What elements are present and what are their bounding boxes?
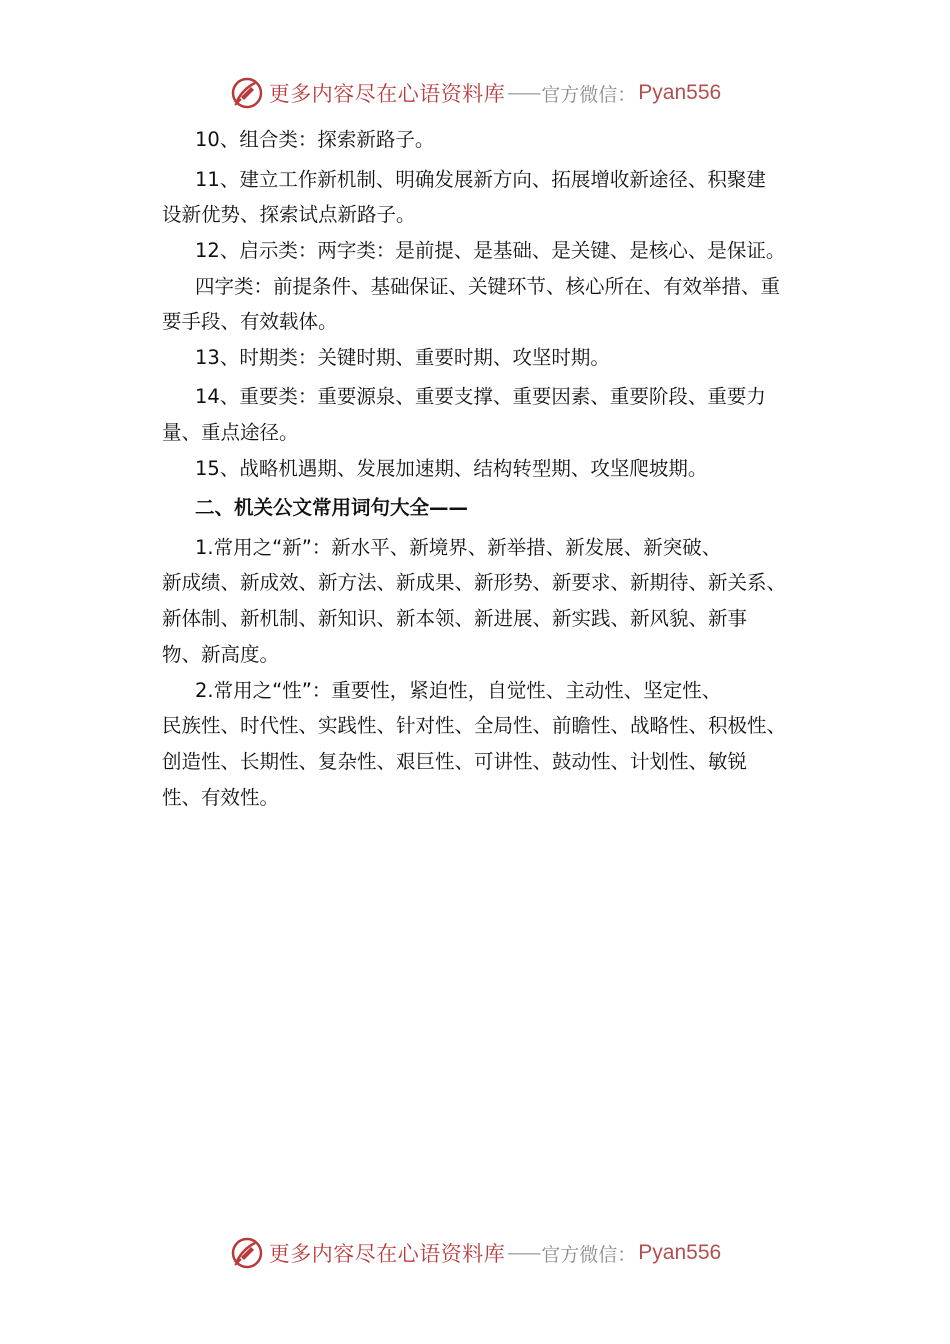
new-words-line-3: 新体制、新机制、新知识、新本领、新进展、新实践、新风貌、新事	[162, 607, 748, 630]
banner-main-text: 更多内容尽在心语资料库	[268, 1242, 506, 1266]
item-12: 12、启示类：两字类：是前提、是基础、是关键、是核心、是保证。	[195, 239, 786, 262]
xing-words-line-4: 性、有效性。	[162, 786, 280, 809]
new-words-line-2: 新成绩、新成效、新方法、新成果、新形势、新要求、新期待、新关系、	[162, 571, 787, 594]
item-13: 13、时期类：关键时期、重要时期、攻坚时期。	[195, 346, 610, 369]
section-heading: 二、机关公文常用词句大全——	[195, 496, 469, 519]
xing-words-line-3: 创造性、长期性、复杂性、艰巨性、可讲性、鼓动性、计划性、敏锐	[162, 750, 748, 773]
item-12-four-char-line-1: 四字类：前提条件、基础保证、关键环节、核心所在、有效举措、重	[195, 275, 781, 298]
pen-logo-icon	[229, 75, 265, 111]
xing-words-line-1: 2.常用之“性”：重要性，紧迫性，自觉性、主动性、坚定性、	[195, 679, 722, 702]
banner-main-text: 更多内容尽在心语资料库	[268, 82, 506, 106]
item-15: 15、战略机遇期、发展加速期、结构转型期、攻坚爬坡期。	[195, 457, 708, 480]
item-14-line-2: 量、重点途径。	[162, 421, 299, 444]
xing-words-line-2: 民族性、时代性、实践性、针对性、全局性、前瞻性、战略性、积极性、	[162, 714, 787, 737]
banner-dash: ——	[507, 1242, 540, 1264]
item-14-line-1: 14、重要类：重要源泉、重要支撑、重要因素、重要阶段、重要力	[195, 385, 766, 408]
banner-sub-text: 官方微信：	[541, 83, 637, 106]
item-11-line-2: 设新优势、探索试点新路子。	[162, 203, 416, 226]
banner-dash: ——	[507, 82, 540, 104]
header-banner	[0, 73, 950, 113]
banner-sub-text: 官方微信：	[541, 1243, 637, 1266]
item-11-line-1: 11、建立工作新机制、明确发展新方向、拓展增收新途径、积聚建	[195, 168, 766, 191]
item-12-four-char-line-2: 要手段、有效载体。	[162, 310, 338, 333]
footer-banner	[0, 1233, 950, 1273]
new-words-line-4: 物、新高度。	[162, 643, 280, 666]
banner-wechat-id: Pyan556	[638, 81, 722, 104]
pen-logo-icon	[229, 1235, 265, 1271]
banner-wechat-id: Pyan556	[638, 1241, 722, 1264]
item-10: 10、组合类：探索新路子。	[195, 128, 435, 151]
new-words-line-1: 1.常用之“新”：新水平、新境界、新举措、新发展、新突破、	[195, 536, 722, 559]
